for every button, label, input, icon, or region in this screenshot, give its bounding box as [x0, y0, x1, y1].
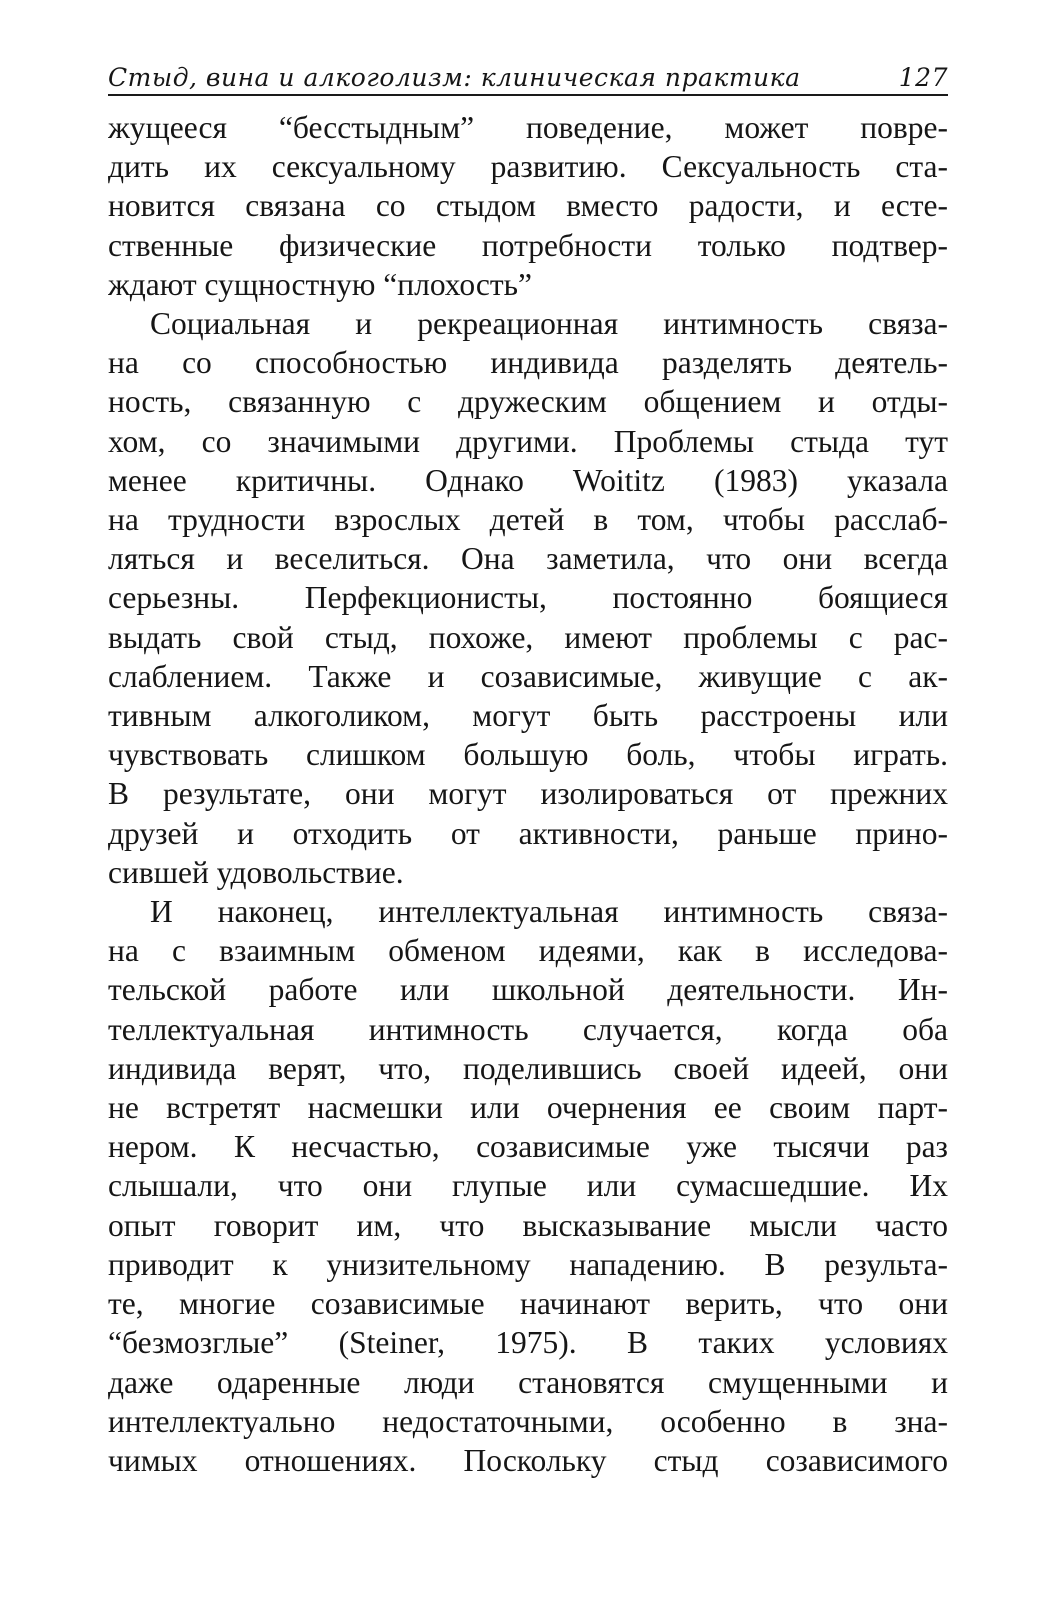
text-line: чимых отношениях. Поскольку стыд созависимого	[108, 1442, 948, 1478]
running-header-title: Стыд, вина и алкоголизм: клиническая практика	[108, 63, 801, 92]
text-line: не встретят насмешки или очернения ее своим парт-	[108, 1090, 948, 1126]
text-line: серьезны. Перфекционисты, постоянно боящиеся	[108, 580, 948, 616]
text-line: ность, связанную с дружеским общением и отды-	[108, 384, 948, 420]
text-line: дить их сексуальному развитию. Сексуальность ста-	[108, 149, 948, 185]
text-line: Социальная и рекреационная интимность связа-	[150, 306, 948, 342]
text-line: слышали, что они глупые или сумасшедшие. Их	[108, 1168, 948, 1204]
paragraph	[108, 108, 948, 304]
text-line: ляться и веселиться. Она заметила, что они всегда	[108, 541, 948, 577]
text-line: “безмозглые” (Steiner, 1975). В таких условиях	[108, 1325, 948, 1361]
text-line: И наконец, интеллектуальная интимность связа-	[150, 894, 948, 930]
page-number: 127	[898, 63, 948, 92]
text-line: на трудности взрослых детей в том, чтобы расслаб-	[108, 502, 948, 538]
text-line: индивида верят, что, поделившись своей идеей, они	[108, 1050, 948, 1086]
text-line: теллектуальная интимность случается, когда оба	[108, 1011, 948, 1047]
text-line: ственные физические потребности только подтвер-	[108, 227, 948, 263]
paragraph	[108, 304, 948, 892]
text-line: тивным алкоголиком, могут быть расстроены или	[108, 698, 948, 734]
paragraph	[108, 892, 948, 1480]
text-line: на с взаимным обменом идеями, как в исследова-	[108, 933, 948, 969]
text-line: приводит к унизительному нападению. В результа-	[108, 1246, 948, 1282]
text-line: менее критичны. Однако Woititz (1983) указала	[108, 462, 948, 498]
text-line: чувствовать слишком большую боль, чтобы играть.	[108, 737, 948, 773]
text-line: нером. К несчастью, созависимые уже тысячи раз	[108, 1129, 948, 1165]
text-line: те, многие созависимые начинают верить, что они	[108, 1286, 948, 1322]
text-line: на со способностью индивида разделять деятель-	[108, 345, 948, 381]
text-line: В результате, они могут изолироваться от прежних	[108, 776, 948, 812]
text-line: хом, со значимыми другими. Проблемы стыда тут	[108, 423, 948, 459]
text-line: ждают сущностную “плохость”	[108, 266, 532, 302]
text-line: тельской работе или школьной деятельности. Ин-	[108, 972, 948, 1008]
book-page	[108, 52, 948, 1480]
text-line: интеллектуально недостаточными, особенно в зна-	[108, 1403, 948, 1439]
text-line: сившей удовольствие.	[108, 854, 404, 890]
text-line: опыт говорит им, что высказывание мысли часто	[108, 1207, 948, 1243]
text-line: новится связана со стыдом вместо радости, и есте-	[108, 188, 948, 224]
text-line: выдать свой стыд, похоже, имеют проблемы с рас-	[108, 619, 948, 655]
text-line: даже одаренные люди становятся смущенными и	[108, 1364, 948, 1400]
text-line: друзей и отходить от активности, раньше прино-	[108, 815, 948, 851]
running-header	[108, 52, 948, 96]
text-line: слаблением. Также и созависимые, живущие с ак-	[108, 658, 948, 694]
text-line: жущееся “бесстыдным” поведение, может повре-	[108, 110, 948, 145]
body-text	[108, 108, 948, 1480]
